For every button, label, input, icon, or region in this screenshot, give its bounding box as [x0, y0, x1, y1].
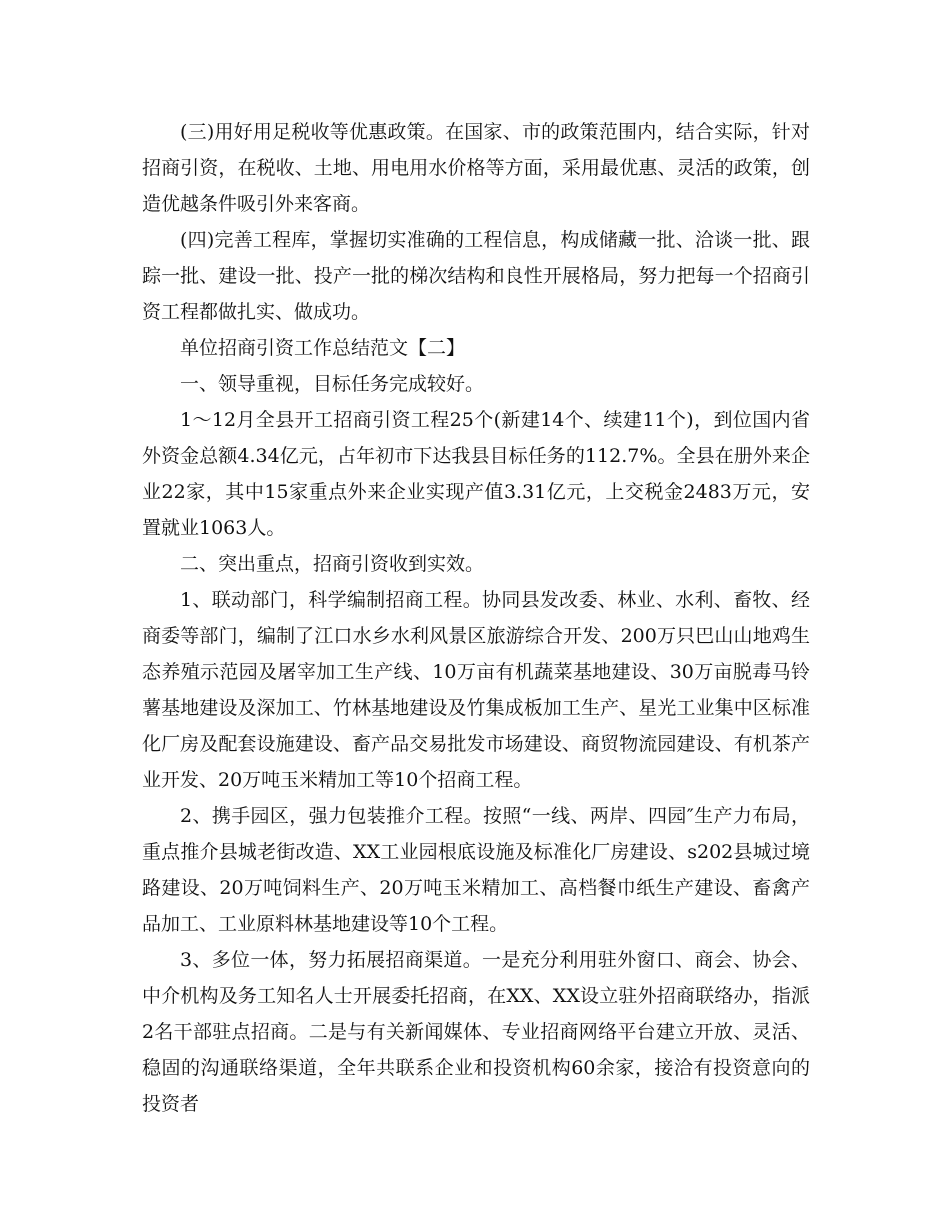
section-title: 单位招商引资工作总结范文【二】	[180, 337, 466, 359]
heading-leadership: 一、领导重视，目标任务完成较好。	[180, 373, 485, 395]
paragraph-project-promotion: 2、携手园区，强力包装推介工程。按照“一线、两岸、四园″生产力布局，重点推介县城老街改造、XX工业园根底设施及标准化厂房建设、s202县城过境路建设、20万吨饲料生产、20万吨玉米精加工、高档餐巾纸生产建设、畜禽产品加工、工业原料林基地建设等10个工程。	[142, 805, 810, 935]
paragraph-project-compilation: 1、联动部门，科学编制招商工程。协同县发改委、林业、水利、畜牧、经商委等部门，编制了江口水乡水利风景区旅游综合开发、200万只巴山山地鸡生态养殖示范园及屠宰加工生产线、10万亩有机蔬菜基地建设、30万亩脱毒马铃薯基地建设及深加工、竹林基地建设及竹集成板加工生产、星光工业集中区标准化厂房及配套设施建设、畜产品交易批发市场建设、商贸物流园建设、有机茶产业开发、20万吨玉米精加工等10个招商工程。	[142, 589, 810, 791]
document-body	[142, 114, 810, 1122]
heading-key-focus: 二、突出重点，招商引资收到实效。	[180, 553, 485, 575]
paragraph-investment-channels: 3、多位一体，努力拓展招商渠道。一是充分利用驻外窗口、商会、协会、中介机构及务工知名人士开展委托招商，在XX、XX设立驻外招商联络办，指派2名干部驻点招商。二是与有关新闻媒体、专业招商网络平台建立开放、灵活、稳固的沟通联络渠道，全年共联系企业和投资机构60余家，接洽有投资意向的投资者	[142, 949, 810, 1115]
paragraph-annual-results: 1～12月全县开工招商引资工程25个(新建14个、续建11个)，到位国内省外资金总额4.34亿元，占年初市下达我县目标任务的112.7%。全县在册外来企业22家，其中15家重点外来企业实现产值3.31亿元，上交税金2483万元，安置就业1063人。	[142, 409, 810, 539]
paragraph-tax-policy: (三)用好用足税收等优惠政策。在国家、市的政策范围内，结合实际，针对招商引资，在税收、土地、用电用水价格等方面，采用最优惠、灵活的政策，创造优越条件吸引外来客商。	[142, 121, 810, 215]
paragraph-project-library: (四)完善工程库，掌握切实准确的工程信息，构成储藏一批、洽谈一批、跟踪一批、建设一批、投产一批的梯次结构和良性开展格局，努力把每一个招商引资工程都做扎实、做成功。	[142, 229, 810, 323]
